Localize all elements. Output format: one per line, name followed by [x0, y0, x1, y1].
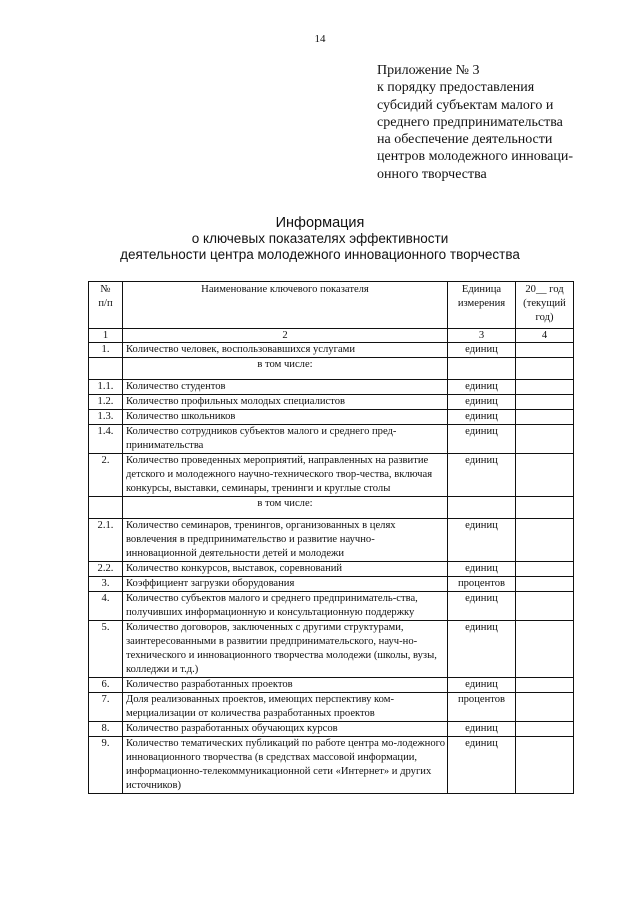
row-unit: единиц	[448, 343, 516, 358]
row-value	[516, 737, 574, 794]
row-indicator-name: Количество человек, воспользовавшихся услугами	[123, 343, 448, 358]
row-unit: единиц	[448, 562, 516, 577]
row-indicator-name: Количество школьников	[123, 410, 448, 425]
row-unit: процентов	[448, 577, 516, 592]
row-number: 2.	[89, 454, 123, 497]
row-number: 2.2.	[89, 562, 123, 577]
row-value	[516, 621, 574, 678]
row-indicator-name: Количество семинаров, тренингов, организованных в целях вовлечения в предпринимательство и развитие научно-инновационной деятельности детей и молодежи	[123, 519, 448, 562]
row-unit: единиц	[448, 737, 516, 794]
table-row	[89, 454, 574, 497]
row-indicator-name: Коэффициент загрузки оборудования	[123, 577, 448, 592]
row-number: 2.1.	[89, 519, 123, 562]
row-value-cell	[516, 497, 574, 519]
page-number: 14	[314, 33, 326, 45]
appendix-header	[377, 62, 627, 183]
row-number: 1.2.	[89, 395, 123, 410]
row-value	[516, 678, 574, 693]
row-number: 7.	[89, 693, 123, 722]
table-row	[89, 425, 574, 454]
header-name: Наименование ключевого показателя	[123, 282, 448, 329]
row-number: 1.3.	[89, 410, 123, 425]
row-indicator-name: Количество сотрудников субъектов малого и среднего пред-принимательства	[123, 425, 448, 454]
row-value	[516, 693, 574, 722]
row-number: 9.	[89, 737, 123, 794]
title-line-1: Информация	[275, 215, 365, 231]
row-number: 8.	[89, 722, 123, 737]
row-value	[516, 577, 574, 592]
row-value	[516, 395, 574, 410]
table-row	[89, 722, 574, 737]
row-indicator-name: Количество конкурсов, выставок, соревнований	[123, 562, 448, 577]
row-value	[516, 519, 574, 562]
kpi-table-body	[89, 343, 574, 794]
row-indicator-name: Количество студентов	[123, 380, 448, 395]
appendix-line: Приложение № 3	[377, 63, 480, 78]
row-indicator-name: Количество разработанных обучающих курсов	[123, 722, 448, 737]
row-number: 1.4.	[89, 425, 123, 454]
table-row	[89, 395, 574, 410]
row-value	[516, 592, 574, 621]
subheading-row	[89, 358, 574, 380]
title-line-3: деятельности центра молодежного инновационного творчества	[120, 247, 520, 262]
header-num: № п/п	[89, 282, 123, 329]
row-number: 1.1.	[89, 380, 123, 395]
table-row	[89, 519, 574, 562]
appendix-line: на обеспечение деятельности	[377, 132, 553, 148]
row-unit: единиц	[448, 395, 516, 410]
appendix-line: среднего предпринимательства	[377, 114, 563, 130]
column-index: 3	[448, 329, 516, 343]
row-unit: единиц	[448, 454, 516, 497]
row-number: 3.	[89, 577, 123, 592]
row-indicator-name: Количество профильных молодых специалистов	[123, 395, 448, 410]
table-row	[89, 410, 574, 425]
row-value	[516, 562, 574, 577]
table-row	[89, 621, 574, 678]
header-unit: Единица измерения	[448, 282, 516, 329]
row-number: 4.	[89, 592, 123, 621]
row-unit-cell	[448, 497, 516, 519]
row-number: 1.	[89, 343, 123, 358]
row-indicator-name: Количество разработанных проектов	[123, 678, 448, 693]
row-unit: единиц	[448, 519, 516, 562]
column-index: 1	[89, 329, 123, 343]
table-row	[89, 592, 574, 621]
row-subheading: в том числе:	[123, 497, 448, 519]
table-header-row	[89, 282, 574, 329]
title-line-2: о ключевых показателях эффективности	[191, 231, 449, 246]
row-unit: единиц	[448, 678, 516, 693]
row-indicator-name: Количество субъектов малого и среднего предприниматель-ства, получивших информационную и консультационную поддержку	[123, 592, 448, 621]
row-indicator-name: Доля реализованных проектов, имеющих перспективу ком-мерциализации от количества разработанных проектов	[123, 693, 448, 722]
table-row	[89, 562, 574, 577]
row-value	[516, 454, 574, 497]
row-value	[516, 343, 574, 358]
row-unit: единиц	[448, 410, 516, 425]
row-value	[516, 425, 574, 454]
appendix-line: к порядку предоставления	[377, 80, 535, 96]
row-unit: единиц	[448, 621, 516, 678]
row-unit-cell	[448, 358, 516, 380]
table-row	[89, 737, 574, 794]
column-index-row	[89, 329, 574, 343]
row-value-cell	[516, 358, 574, 380]
header-year: 20__ год (текущий год)	[516, 282, 574, 329]
row-unit: единиц	[448, 592, 516, 621]
row-value	[516, 410, 574, 425]
row-indicator-name: Количество договоров, заключенных с другими структурами, заинтересованными в развитии предпринимательского, науч-но-технического и инновационного творчества молодежи (школы, вузы, колледжи и т.д.)	[123, 621, 448, 678]
row-number: 6.	[89, 678, 123, 693]
row-unit: процентов	[448, 693, 516, 722]
row-num-cell	[89, 497, 123, 519]
table-row	[89, 380, 574, 395]
row-unit: единиц	[448, 722, 516, 737]
subheading-row	[89, 497, 574, 519]
appendix-line: центров молодежного инноваци-	[377, 149, 574, 165]
column-index: 4	[516, 329, 574, 343]
appendix-line: субсидий субъектам малого и	[377, 97, 554, 113]
appendix-line: онного творчества	[377, 166, 487, 182]
row-value	[516, 722, 574, 737]
table-row	[89, 343, 574, 358]
row-subheading: в том числе:	[123, 358, 448, 380]
row-unit: единиц	[448, 425, 516, 454]
row-unit: единиц	[448, 380, 516, 395]
table-row	[89, 693, 574, 722]
column-index: 2	[123, 329, 448, 343]
table-row	[89, 577, 574, 592]
row-num-cell	[89, 358, 123, 380]
kpi-table	[88, 281, 574, 794]
row-indicator-name: Количество проведенных мероприятий, направленных на развитие детского и молодежного научно-технического твор-чества, включая конкурсы, выставки, семинары, тренинги и круглые столы	[123, 454, 448, 497]
row-number: 5.	[89, 621, 123, 678]
row-value	[516, 380, 574, 395]
row-indicator-name: Количество тематических публикаций по работе центра мо-лодежного инновационного творчества (в средствах массовой информации, информационно-телекоммуникационной сети «Интернет» и других источников)	[123, 737, 448, 794]
table-row	[89, 678, 574, 693]
document-title	[0, 215, 640, 263]
